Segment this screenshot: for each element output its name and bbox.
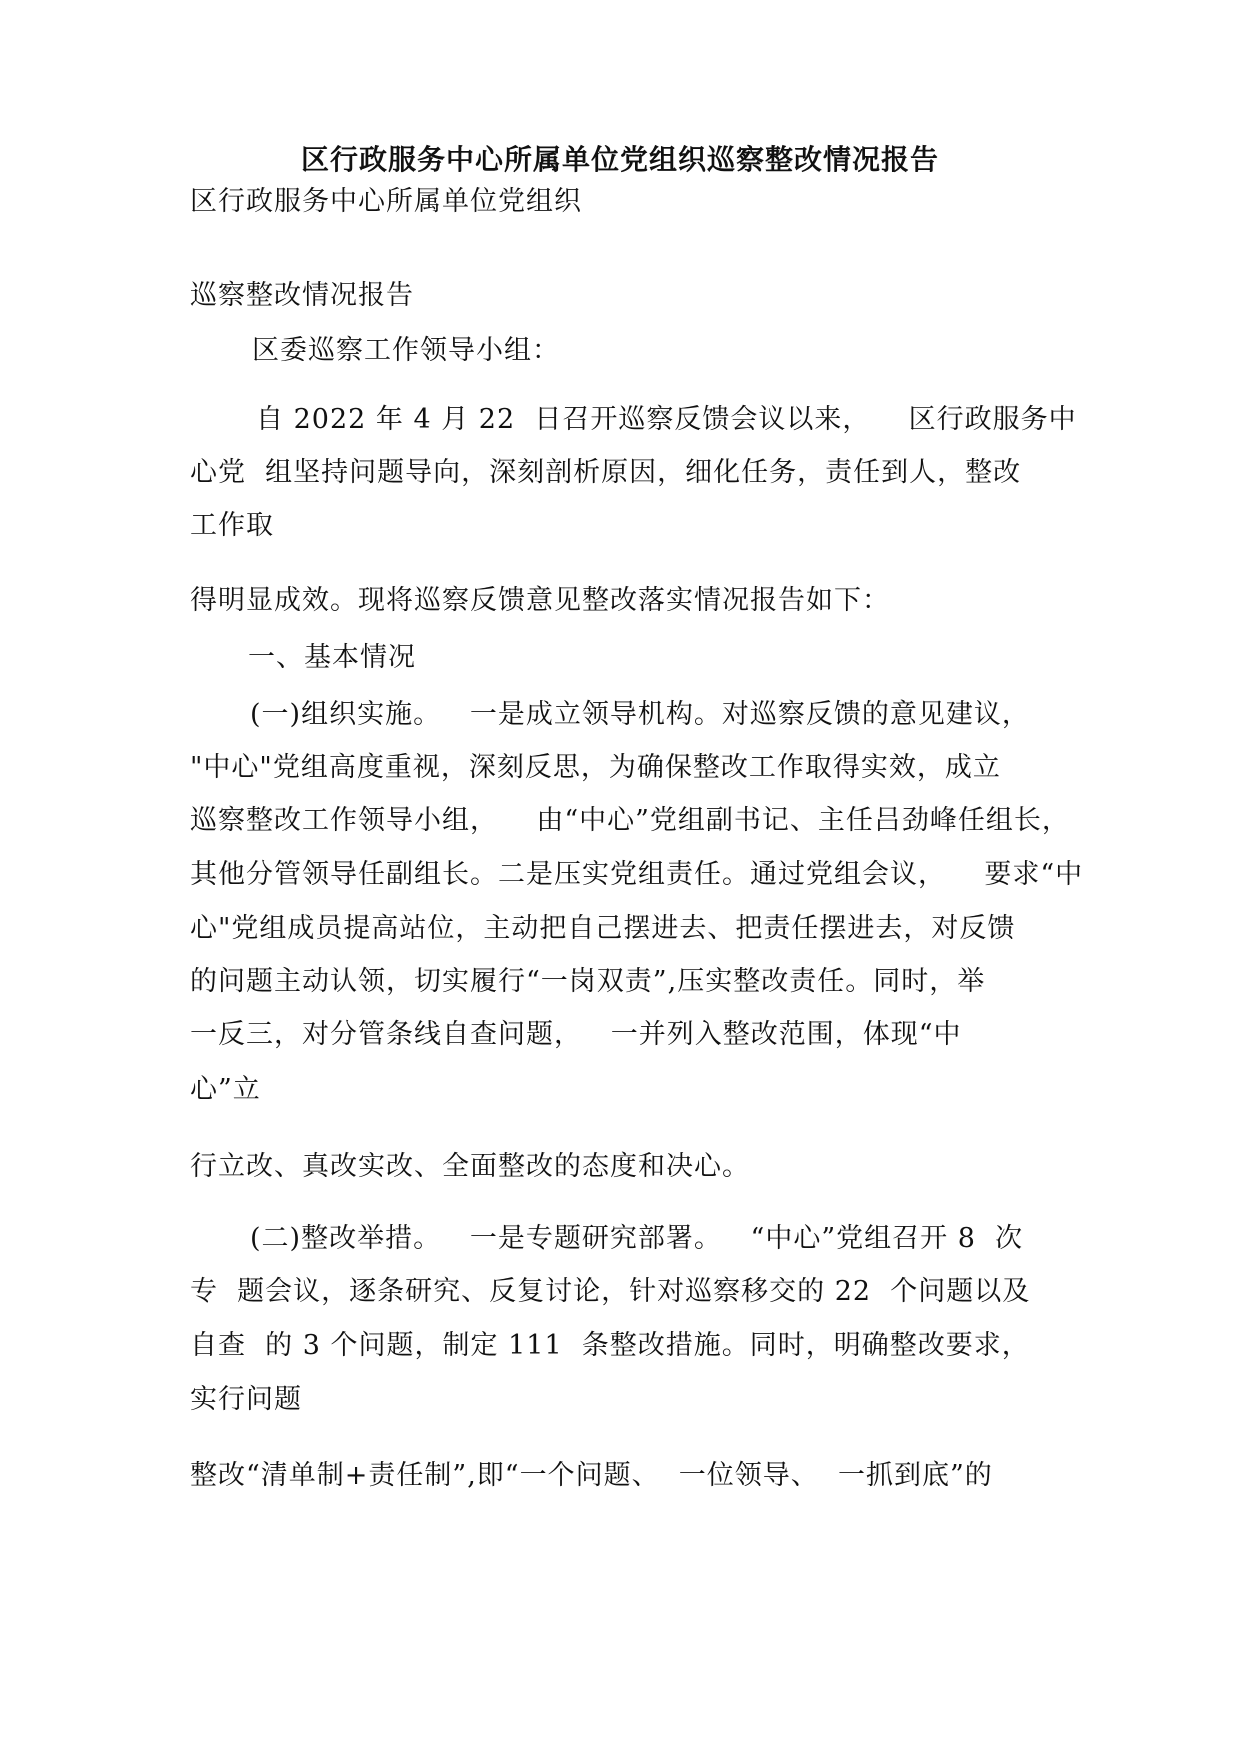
section-heading: 一、基本情况 [248,642,416,673]
paragraph-line: 工作取 [190,510,274,541]
subtitle-line-1: 区行政服务中心所属单位党组织 [190,186,582,217]
paragraph-line: (二)整改举措。 一是专题研究部署。 “中心”党组召开 8 次 [250,1223,1024,1254]
paragraph-line: 其他分管领导任副组长。二是压实党组责任。通过党组会议， 要求“中 [190,859,1084,890]
salutation: 区委巡察工作领导小组： [252,335,560,366]
paragraph-line: 专 题会议，逐条研究、反复讨论，针对巡察移交的 22 个问题以及 [190,1276,1031,1307]
paragraph-line: (一)组织实施。 一是成立领导机构。对巡察反馈的意见建议， [250,699,1030,730]
paragraph-line: 心”立 [190,1074,261,1105]
paragraph-line: 自查 的 3 个问题，制定 111 条整改措施。同时，明确整改要求， [190,1330,1030,1361]
paragraph-line: 得明显成效。现将巡察反馈意见整改落实情况报告如下： [190,585,890,616]
paragraph-line: 自 2022 年 4 月 22 日召开巡察反馈会议以来， 区行政服务中 [256,404,1077,435]
paragraph-line: 整改“清单制+责任制”,即“一个问题、 一位领导、 一抓到底”的 [190,1460,993,1491]
paragraph-line: 一反三，对分管条线自查问题， 一并列入整改范围，体现“中 [190,1019,962,1050]
paragraph-line: 行立改、真改实改、全面整改的态度和决心。 [190,1151,750,1182]
paragraph-line: 实行问题 [190,1384,302,1415]
paragraph-line: "中心"党组高度重视，深刻反思，为确保整改工作取得实效，成立 [190,752,1001,783]
subtitle-line-2: 巡察整改情况报告 [190,280,414,311]
document-title: 区行政服务中心所属单位党组织巡察整改情况报告 [300,143,939,176]
paragraph-line: 巡察整改工作领导小组， 由“中心”党组副书记、主任吕劲峰任组长， [190,805,1070,836]
paragraph-line: 心"党组成员提高站位，主动把自己摆进去、把责任摆进去，对反馈 [190,913,1016,944]
paragraph-line: 心党 组坚持问题导向，深刻剖析原因，细化任务，责任到人，整改 [190,457,1022,488]
paragraph-line: 的问题主动认领，切实履行“一岗双责”,压实整改责任。同时，举 [190,966,986,997]
